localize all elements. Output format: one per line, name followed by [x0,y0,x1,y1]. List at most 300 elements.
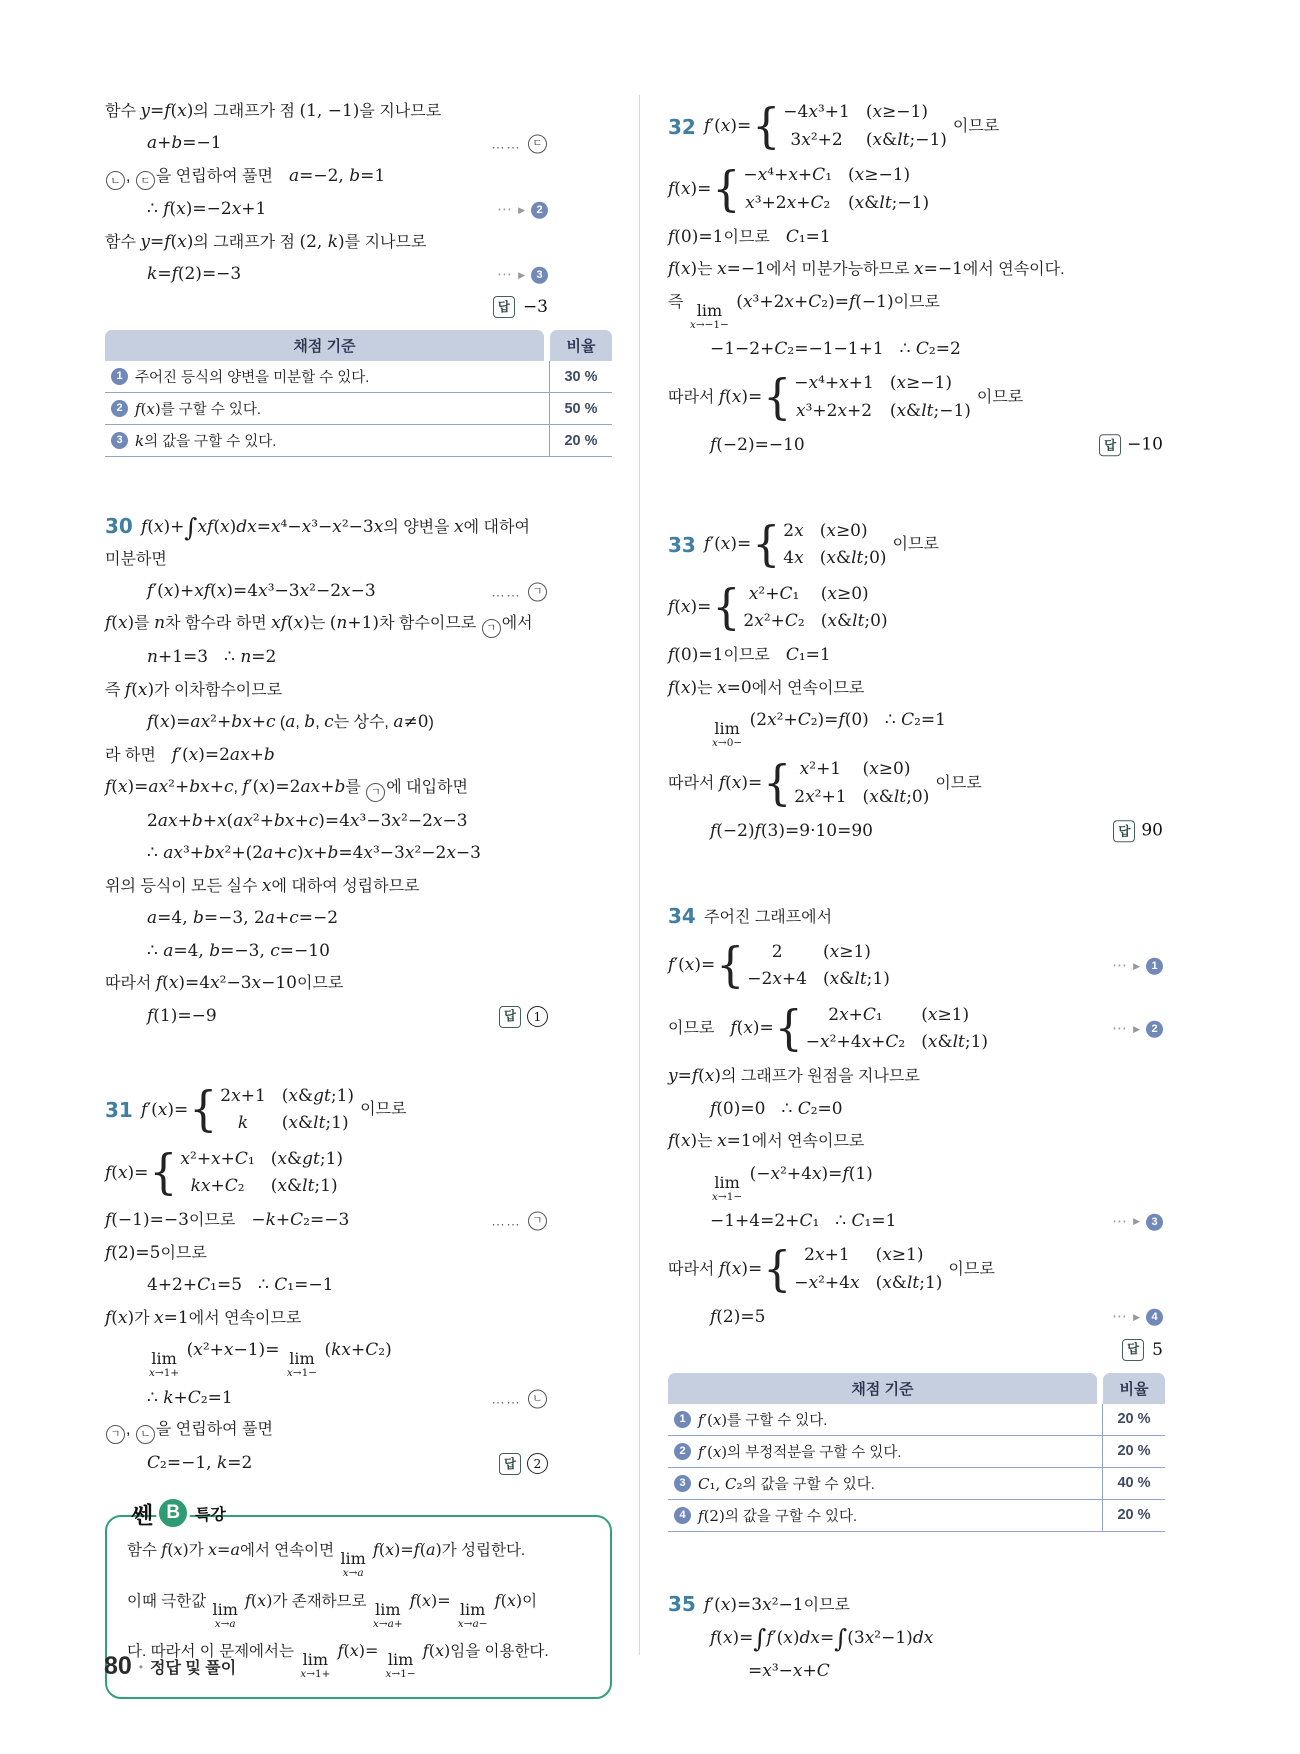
math-expression: ∴ C₂=2 [899,339,961,359]
math-expression: ∴ C₂=1 [884,710,946,730]
math-expression: lim x→a+ f(x)= lim x→a− f(x) [372,1590,523,1630]
criteria-text: f(2)의 값을 구할 수 있다. [698,1506,858,1525]
math-expression: x²+C₁ [748,583,800,604]
cases-brace: { [752,517,781,573]
math-expression: a [285,712,296,732]
grading-table-row [105,425,612,457]
cases-condition [823,967,890,993]
math-expression: (1, −1) [299,100,360,121]
piecewise-function [668,366,1165,429]
cases-expression [743,609,804,635]
cases-expression [238,1111,248,1137]
math-expression: a≠0 [393,712,429,732]
page-number: 80 [104,1652,132,1680]
column-divider [639,95,640,1655]
cases-suffix: 이므로 [935,774,982,792]
cases-grid [220,1084,354,1137]
math-expression: y=f(x) [140,231,194,252]
math-expression: f(x) [161,1540,189,1559]
circled-ref: ㄱ [528,582,547,601]
math-expression: ∴ C₁=1 [835,1211,897,1231]
math-expression: f(x)=ax²+bx+c [105,777,234,797]
math-expression: n [154,613,166,634]
math-expression: (x&lt;0) [819,548,887,568]
limit-notation: lim x→a [340,1549,366,1579]
cases-condition [866,100,928,126]
line-marker [499,1006,548,1028]
math-expression: x=−1 [717,259,766,279]
math-expression: lim x→1+ (x²+x−1)= lim x→1− (kx+C₂) [149,1340,392,1380]
criteria-cell [105,361,543,392]
math-expression: f(x) [105,1307,135,1328]
math-expression: 2x+1 [220,1085,266,1106]
limit-notation: lim x→1− [385,1650,416,1680]
cases-suffix: 이므로 [360,1101,407,1119]
cases-lhs [668,177,711,203]
answer-badge: 답 [499,1006,521,1028]
math-expression: f′(x)= [704,115,752,136]
solution-line [668,1158,1165,1206]
line-marker [491,1211,548,1232]
cases-expression [794,1271,859,1297]
cases-expression [804,1243,849,1269]
piecewise-function [668,998,1165,1061]
problem-number: 30 [105,513,133,538]
math-expression: x [454,516,464,537]
step-number-badge: 2 [674,1443,691,1460]
grading-table-row [105,393,612,425]
step-arrow-icon: ▶ [518,269,525,280]
footer-bullet: • [138,1659,144,1674]
circled-ref: ㄷ [528,134,547,153]
math-expression: 2x²+1 [794,786,847,807]
math-expression: f(1)=−9 [147,1005,217,1026]
math-expression: x=a [208,1540,240,1559]
problem-number: 31 [105,1098,133,1123]
math-expression: C₁, C₂ [698,1474,743,1493]
math-expression: f(x)= [105,1162,149,1183]
cases-brace: { [189,1082,218,1138]
cases-brace: { [712,161,741,217]
grading-table-row [668,1500,1165,1532]
cases-condition [820,546,887,572]
cases-lhs [704,114,751,140]
cases-brace: { [763,1241,792,1297]
criteria-text: C₁, C₂의 값을 구할 수 있다. [698,1474,875,1493]
cases-condition [876,1271,943,1297]
grading-table [668,1373,1165,1532]
criteria-text: f(x)를 구할 수 있다. [135,400,261,419]
limit-notation: lim x→−1− [689,300,729,331]
math-expression: −x⁴+x+C₁ [743,165,833,185]
math-expression: ∴ k+C₂=1 [147,1387,233,1408]
answer-badge: 답 [1113,820,1135,842]
math-expression: 4+2+C₁=5 [147,1275,243,1296]
step-number-badge: 1 [1146,958,1163,975]
step-number-badge: 3 [111,432,128,449]
cases-expression [790,128,842,154]
math-expression: lim x→0− (2x²+C₂)=f(0) [712,710,869,749]
circled-ref: ㄴ [106,171,125,190]
cases-expression [749,582,800,608]
cases-suffix: 이므로 [892,536,939,553]
page-footer [104,1652,236,1681]
solution-line: ㄱ , ㄴ 을 연립하여 풀면 [105,1415,612,1448]
step-number-badge: 3 [531,267,548,284]
math-expression: x²+x+C₁ [180,1148,255,1169]
math-expression: 2x+1 [804,1245,850,1265]
math-expression: f′(x)= [141,1099,189,1120]
answer-badge: 답 [1122,1339,1144,1361]
solution-line: 따라서 f(x)=4x²−3x−10이므로 [105,973,344,994]
math-expression: f(x)= [718,772,763,793]
step-arrow-icon: ⋯ [1112,1212,1127,1230]
math-expression: k [237,1113,249,1134]
solution-line [105,642,612,675]
cases-condition [271,1174,338,1200]
math-expression: f(0)=0 [710,1098,766,1119]
step-number-badge: 3 [674,1475,691,1492]
step-number-badge: 4 [1146,1309,1163,1326]
cases-expression [783,546,803,572]
math-expression: (x&lt;1) [823,969,890,989]
cases-expression [794,371,874,397]
solution-line [668,1623,1165,1656]
step-arrow-icon: ⋯ [497,265,512,283]
callout-line: 다. 따라서 이 문제에서는 lim x→1+ f(x)= lim x→1− f(x)임을 이용한다. [127,1641,549,1680]
math-expression: lim x→a f(x) [212,1590,273,1630]
math-expression: f(x)= [668,597,712,618]
solution-line [105,935,612,968]
math-expression: lim x→a f(x)=f(a) [340,1540,442,1579]
cases-condition [863,757,911,783]
solution-line [668,1206,1165,1239]
solution-line: 즉 lim x→−1− (x³+2x+C₂)=f(−1)이므로 [668,291,940,331]
piecewise-function [668,577,1165,640]
cases-lhs: 이므로 f(x)= [668,1018,774,1039]
math-expression: f(2) [698,1506,725,1525]
cases-expression [191,1174,245,1200]
criteria-cell [668,1404,1096,1435]
cases-grid [743,582,887,635]
math-expression: (x≥0) [820,583,869,604]
math-expression: (x&gt;1) [270,1148,344,1169]
criteria-cell [668,1436,1096,1467]
spacer [668,848,1165,898]
math-expression: (x≥−1) [865,102,928,122]
cases-lhs [668,595,711,621]
integral-sign: ∫ [753,1624,767,1653]
ratio-header: 비율 [1103,1373,1165,1404]
integral-sign: ∫ [184,512,198,542]
cases-grid [806,1003,988,1056]
math-expression: 4x [783,548,804,568]
solution-line: f(x)=ax²+bx+c (a, b, c는 상수, a≠0) [147,712,434,732]
math-expression: (x≥0) [819,520,868,541]
piecewise-function [668,1238,1165,1301]
step-number-badge: 2 [531,202,548,219]
cases-condition [282,1111,349,1137]
math-expression: f(2)=5 [710,1306,766,1327]
math-expression: −2x+4 [747,969,807,989]
solution-line: 즉 f(x)가 이차함수이므로 [105,679,283,700]
cases-lhs: 따라서 f(x)= [668,386,763,407]
math-expression: f′(x)=2ax+b [242,777,346,797]
ratio-value: 20 % [1102,1404,1165,1435]
grading-table-row [668,1468,1165,1500]
solution-line: 위의 등식이 모든 실수 x에 대하여 성립하므로 [105,875,420,896]
math-expression: (x&lt;−1) [889,400,971,421]
ratio-value: 50 % [549,393,612,424]
cases-condition [876,1243,924,1269]
solution-line: 함수 y=f(x)의 그래프가 점 (1, −1)을 지나므로 [105,100,442,121]
solution-line [105,805,612,838]
step-arrow-icon: ⋯ [1112,1308,1127,1325]
math-expression: −k+C₂=−3 [251,1210,350,1231]
cases-condition [823,940,871,966]
piecewise-function [105,1142,612,1205]
math-expression: ∴ C₂=0 [781,1098,843,1119]
math-expression: b [304,712,316,732]
answer-line [668,1339,1165,1361]
answer-value: 90 [1141,820,1163,841]
solution-line: 라 하면 f′(x)=2ax+b [105,744,275,765]
math-expression: f(x) [668,1131,698,1151]
b-circle-icon: B [156,1496,190,1530]
math-expression: f′(x)= [668,955,716,976]
math-expression: ∴ f(x)=−2x+1 [147,199,267,220]
math-expression: f′(x)=3x²−1 [704,1595,804,1615]
cases-condition [820,519,868,545]
piecewise-function [668,95,1165,158]
math-expression: f(x)=∫f′(x)dx=∫(3x²−1)dx [710,1624,934,1653]
math-expression: 2x²+C₂ [743,611,805,631]
cases-expression [772,940,783,966]
math-expression: f(x)= [718,386,763,407]
piecewise-function [668,752,1165,815]
math-expression: −1+4=2+C₁ [710,1211,820,1231]
circled-ref: ㄱ [528,1212,547,1231]
solution-line [105,1000,612,1033]
solution-line: 함수 y=f(x)의 그래프가 점 (2, k)를 지나므로 [105,231,427,252]
solution-line [105,259,612,292]
math-expression: lim x→−1− (x³+2x+C₂)=f(−1) [689,291,894,331]
cases-condition [890,399,971,425]
grading-table-row [105,361,612,393]
math-expression: (x&lt;0) [862,786,930,807]
piecewise-function [668,158,1165,221]
step-arrow-icon: ▶ [1133,1311,1140,1322]
cases-condition [890,371,952,397]
math-expression: f′(x)= [704,534,752,555]
math-expression: f(x) [105,613,135,634]
solution-line [105,903,612,936]
math-expression: k=f(2)=−3 [147,264,242,285]
solution-line [105,1382,612,1415]
math-expression: f(x)+∫xf(x)dx=x⁴−x³−x²−3x [141,512,384,542]
cases-lhs: 따라서 f(x)= [668,1258,763,1279]
math-expression: lim x→1+ f(x)= lim x→1− f(x) [300,1641,451,1680]
step-arrow-icon: ▶ [518,204,525,215]
math-expression: (x&lt;1) [875,1272,943,1293]
math-expression: −x⁴+x+1 [794,373,874,393]
lecture-label: 특강 [195,1505,227,1525]
cases-expression [794,785,846,811]
answer-value: −10 [1127,434,1163,455]
cases-lhs [704,532,751,558]
criteria-header: 채점 기준 [668,1373,1097,1404]
step-arrow-icon: ▶ [1133,960,1140,971]
cases-grid [794,757,929,810]
math-expression: x²+1 [799,759,842,779]
math-expression: y=f(x) [140,100,194,121]
line-marker [1112,1018,1163,1041]
math-expression: −1−2+C₂=−1−1+1 [710,339,884,359]
math-expression: (x&lt;−1) [865,129,947,150]
math-expression: f(x)=4x²−3x−10 [155,973,298,994]
grading-table-row [668,1436,1165,1468]
cases-grid [783,519,886,572]
criteria-cell [105,425,543,456]
math-expression: −x²+4x+C₂ [805,1032,906,1052]
math-expression: f(x) [668,259,698,279]
criteria-text: f′(x)를 구할 수 있다. [698,1410,828,1429]
solution-line [668,815,1165,848]
math-expression: f′(x) [698,1442,728,1461]
problem-number: 32 [668,114,696,139]
math-expression: f(x)= [668,178,712,199]
math-expression: f(x) [135,400,161,419]
math-expression: f(x)= [718,1258,763,1279]
dotted-leader: …… [491,583,521,599]
grading-table [105,330,612,457]
math-expression: k [135,432,145,451]
solution-line [105,194,612,227]
step-arrow-icon: ⋯ [497,200,512,218]
math-expression: f′(x)+xf(x)=4x³−3x²−2x−3 [147,580,376,601]
circled-ref: ㄴ [136,1425,155,1444]
math-expression: −4x³+1 [783,102,850,122]
math-expression: x³+2x+C₂ [745,192,831,213]
cases-expression [745,191,830,217]
ratio-value: 20 % [549,425,612,456]
circled-ref: ㄱ [482,619,501,638]
math-expression: (x&lt;1) [270,1176,338,1197]
grading-table-row [668,1404,1165,1436]
footer-label: 정답 및 풀이 [150,1660,237,1677]
math-expression: (x≥0) [862,759,911,779]
limit-notation: lim x→1+ [149,1349,180,1380]
solution-line [668,334,1165,367]
circled-ref: ㄱ [366,783,385,802]
solution-line: f(2)=5이므로 [105,1242,207,1263]
math-expression: f(0)=1 [668,645,724,665]
cases-suffix: 이므로 [976,388,1024,406]
math-expression: (n+1) [329,613,380,634]
math-expression: f(x) [124,679,155,700]
cases-expression [806,1030,905,1056]
cases-expression [783,519,803,545]
math-expression: 2x+C₁ [828,1004,883,1025]
cases-brace: { [149,1145,178,1201]
cases-lhs [141,1098,188,1124]
cases-brace: { [774,1001,803,1057]
limit-notation: lim x→a− [457,1599,488,1630]
step-arrow-icon: ⋯ [1112,1019,1127,1037]
cases-condition [821,582,869,608]
solution-line: f(x)를 n차 함수라 하면 xf(x)는 (n+1)차 함수이므로 ㄱ 에서 [105,608,612,642]
math-expression: f′(x)=2ax+b [171,744,275,765]
circled-ref: ㄷ [136,171,155,190]
math-expression: ∴ ax³+bx²+(2a+c)x+b=4x³−3x²−2x−3 [147,843,481,864]
cases-expression [783,100,850,126]
solution-line: f(x)는 x=−1에서 미분가능하므로 x=−1에서 연속이다. [668,259,1065,279]
math-expression: ∴ C₁=−1 [258,1275,334,1296]
math-expression: xf(x) [271,613,310,634]
spacer [105,463,612,507]
step-number-badge: 1 [674,1411,691,1428]
math-expression: x³+2x+2 [795,400,873,421]
math-expression: f(0)=1 [668,226,724,247]
cases-condition [921,1030,988,1056]
math-expression: (x&lt;1) [921,1032,989,1052]
line-marker [497,264,548,287]
cases-brace: { [752,98,781,154]
cases-condition [863,785,930,811]
math-expression: (x≥−1) [848,165,911,185]
ratio-value: 20 % [1102,1436,1165,1467]
solution-line: f(0)=1이므로 C₁=1 [668,645,831,665]
callout-line: 이때 극한값 lim x→a f(x)가 존재하므로 lim x→a+ f(x)= lim x→a− f(x)이 [127,1590,538,1630]
math-expression: (x&lt;0) [820,611,888,631]
math-expression: f(x)=ax²+bx+c [147,712,276,732]
line-marker [499,1453,548,1475]
solution-line: y=f(x)의 그래프가 원점을 지나므로 [668,1066,920,1086]
spacer [668,1538,1165,1586]
math-expression: x=0 [717,677,752,698]
cases-lhs: 따라서 f(x)= [668,772,763,793]
solution-line: f(−1)=−3이므로 −k+C₂=−3 …… ㄱ [105,1205,612,1238]
solution-line: f(x)가 x=1에서 연속이므로 [105,1307,302,1328]
math-expression: lim x→1− (−x²+4x)=f(1) [712,1163,873,1203]
answer-value: 5 [1152,1339,1163,1360]
piecewise-function [668,935,1165,998]
cases-brace: { [716,938,745,994]
limit-notation: lim x→0− [712,719,743,749]
math-expression: a=−2, b=1 [288,165,386,186]
cases-condition [848,163,910,189]
math-expression: 2 [771,941,783,962]
ratio-value: 40 % [1102,1468,1165,1499]
spacer [105,1033,612,1079]
math-expression: a+b=−1 [147,133,222,153]
solution-line [668,1093,1165,1126]
math-expression: (x&lt;1) [281,1113,349,1134]
ssen-logo: 쎈 [131,1501,152,1528]
math-expression: 3x²+2 [790,129,843,150]
math-expression: f′(x) [698,1410,728,1429]
cases-condition [271,1147,343,1173]
problem-number: 35 [668,1592,696,1616]
cases-suffix: 이므로 [952,117,1000,135]
answer-choice-circle: 1 [527,1006,548,1027]
math-expression: n+1=3 [147,647,209,667]
answer-choice-circle: 2 [527,1453,548,1474]
solution-line: 35 f′(x)=3x²−1이므로 [668,1586,1165,1623]
problem-number: 34 [668,904,696,928]
line-marker [491,133,548,154]
step-number-badge: 2 [111,400,128,417]
